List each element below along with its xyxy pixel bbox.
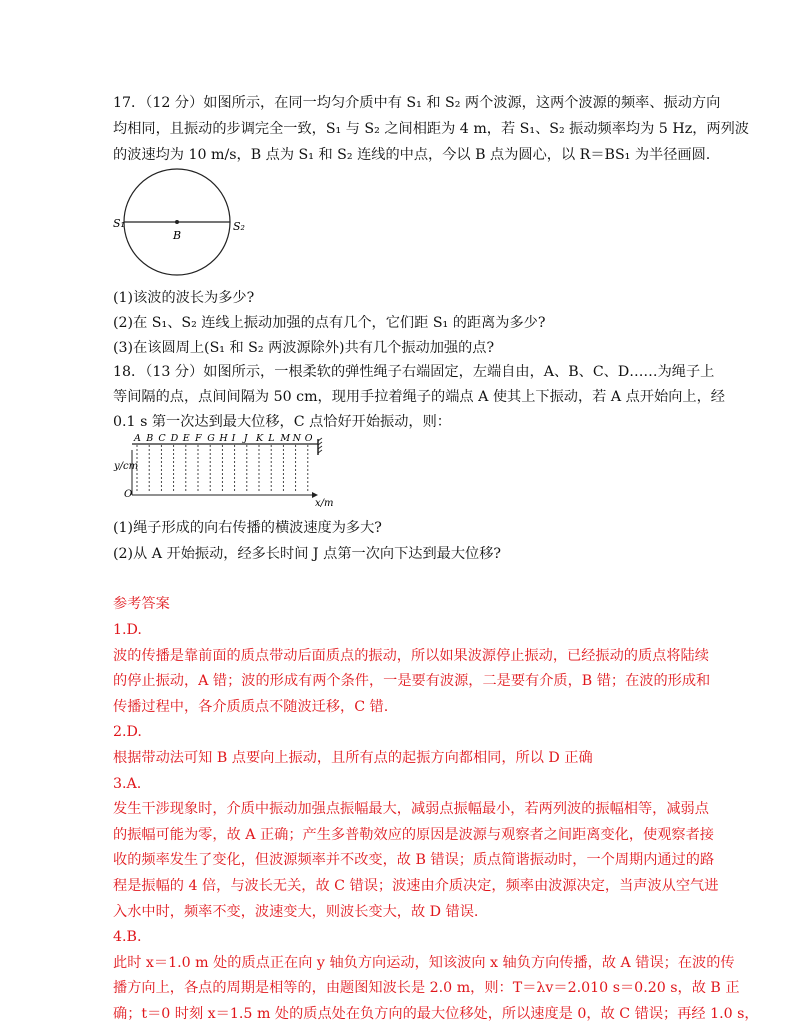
rope-point-label: N (292, 433, 301, 444)
rope-point-label: L (268, 433, 275, 444)
q18-line-2: 等间隔的点，点间间隔为 50 cm，现用手拉着绳子的端点 A 使其上下振动，若 A 点开始向上，经 (113, 389, 725, 405)
q18-question-2: (2)从 A 开始振动，经多长时间 J 点第一次向下达到最大位移? (113, 546, 501, 562)
rope-point-label: F (195, 433, 202, 444)
rope-point-label: J (243, 433, 248, 444)
rope-point-label: E (182, 433, 190, 444)
q18-line-1: 18．（13 分）如图所示，一根柔软的弹性绳子右端固定，左端自由，A、B、C、D……为绳子上 (113, 364, 715, 380)
q17-question-1: (1)该波的波长为多少? (113, 290, 255, 306)
answers-title: 参考答案 (113, 596, 170, 612)
label-s1: S₁ (113, 217, 125, 230)
answer-line: 传播过程中，各介质质点不随波迁移，C 错. (113, 698, 389, 715)
rope-point-label: B (146, 433, 154, 444)
x-label: x/m (315, 498, 334, 509)
label-s2: S₂ (233, 220, 245, 233)
q17-question-2: (2)在 S₁、S₂ 连线上振动加强的点有几个，它们距 S₁ 的距离为多少? (113, 315, 546, 331)
q18-rope-figure (110, 430, 340, 510)
answer-line: 发生干涉现象时，介质中振动加强点振幅最大，减弱点振幅最小，若两列波的振幅相等，减弱点 (113, 801, 709, 818)
q17-line-2: 均相同，且振动的步调完全一致，S₁ 与 S₂ 之间相距为 4 m，若 S₁、S₂ 振动频率均为 5 Hz，两列波 (113, 121, 749, 137)
rope-point-label: H (219, 433, 228, 444)
q18-question-1: (1)绳子形成的向右传播的横波速度为多大? (113, 520, 382, 536)
answer-line: 波的传播是靠前面的质点带动后面质点的振动，所以如果波源停止振动，已经振动的质点将陆续 (113, 647, 709, 664)
label-b: B (173, 229, 182, 242)
rope-point-label: O (304, 433, 313, 444)
answer-line: 2.D. (113, 724, 142, 741)
rope-point-label: C (158, 433, 166, 444)
q17-line-1: 17．（12 分）如图所示，在同一均匀介质中有 S₁ 和 S₂ 两个波源，这两个波源的频率、振动方向 (113, 95, 721, 111)
q17-circle-figure (105, 166, 255, 276)
origin-label: O (124, 489, 133, 500)
rope-point-label: D (170, 433, 179, 444)
answer-line: 根据带动法可知 B 点要向上振动，且所有点的起振方向都相同，所以 D 正确 (113, 750, 593, 766)
rope-point-label: I (231, 433, 236, 444)
rope-point-label: A (134, 433, 141, 444)
answer-line: 此时 x＝1.0 m 处的质点正在向 y 轴负方向运动，知该波向 x 轴负方向传播，故 A 错误；在波的传 (113, 954, 735, 971)
rope-point-label: M (280, 433, 291, 444)
y-label: y/cm (114, 461, 139, 472)
answer-line: 3.A. (113, 775, 142, 792)
answer-line: 收的频率发生了变化，但波源频率并不改变，故 B 错误；质点简谐振动时，一个周期内通过的路 (113, 852, 715, 869)
q17-question-3: (3)在该圆周上(S₁ 和 S₂ 两波源除外)共有几个振动加强的点? (113, 340, 495, 356)
answer-line: 播方向上，各点的周期是相等的，由题图知波长是 2.0 m，则：T＝λv＝2.010 s＝0.20 s，故 B 正 (113, 980, 740, 997)
answer-line: 程是振幅的 4 倍，与波长无关，故 C 错误；波速由介质决定，频率由波源决定，当声波从空气进 (113, 878, 719, 894)
answer-line: 4.B. (113, 929, 142, 946)
q17-line-3: 的波速均为 10 m/s，B 点为 S₁ 和 S₂ 连线的中点，今以 B 点为圆心，以 R＝BS₁ 为半径画圆. (113, 147, 711, 163)
q18-line-3: 0.1 s 第一次达到最大位移，C 点恰好开始振动，则： (113, 414, 451, 430)
answer-line: 的振幅可能为零，故 A 正确；产生多普勒效应的原因是波源与观察者之间距离变化，使观察者接 (113, 826, 714, 843)
answer-line: 的停止振动，A 错；波的形成有两个条件，一是要有波源，二是要有介质，B 错；在波的形成和 (113, 673, 711, 690)
answer-line: 确；t＝0 时刻 x＝1.5 m 处的质点处在负方向的最大位移处，所以速度是 0，故 C 错误；再经 1.0 s， (113, 1006, 759, 1022)
point-b (175, 220, 179, 224)
rope-point-label: K (256, 433, 264, 444)
answer-line: 入水中时，频率不变，波速变大，则波长变大，故 D 错误. (113, 903, 479, 920)
rope-point-label: G (207, 433, 215, 444)
answer-line: 1.D. (113, 622, 142, 638)
